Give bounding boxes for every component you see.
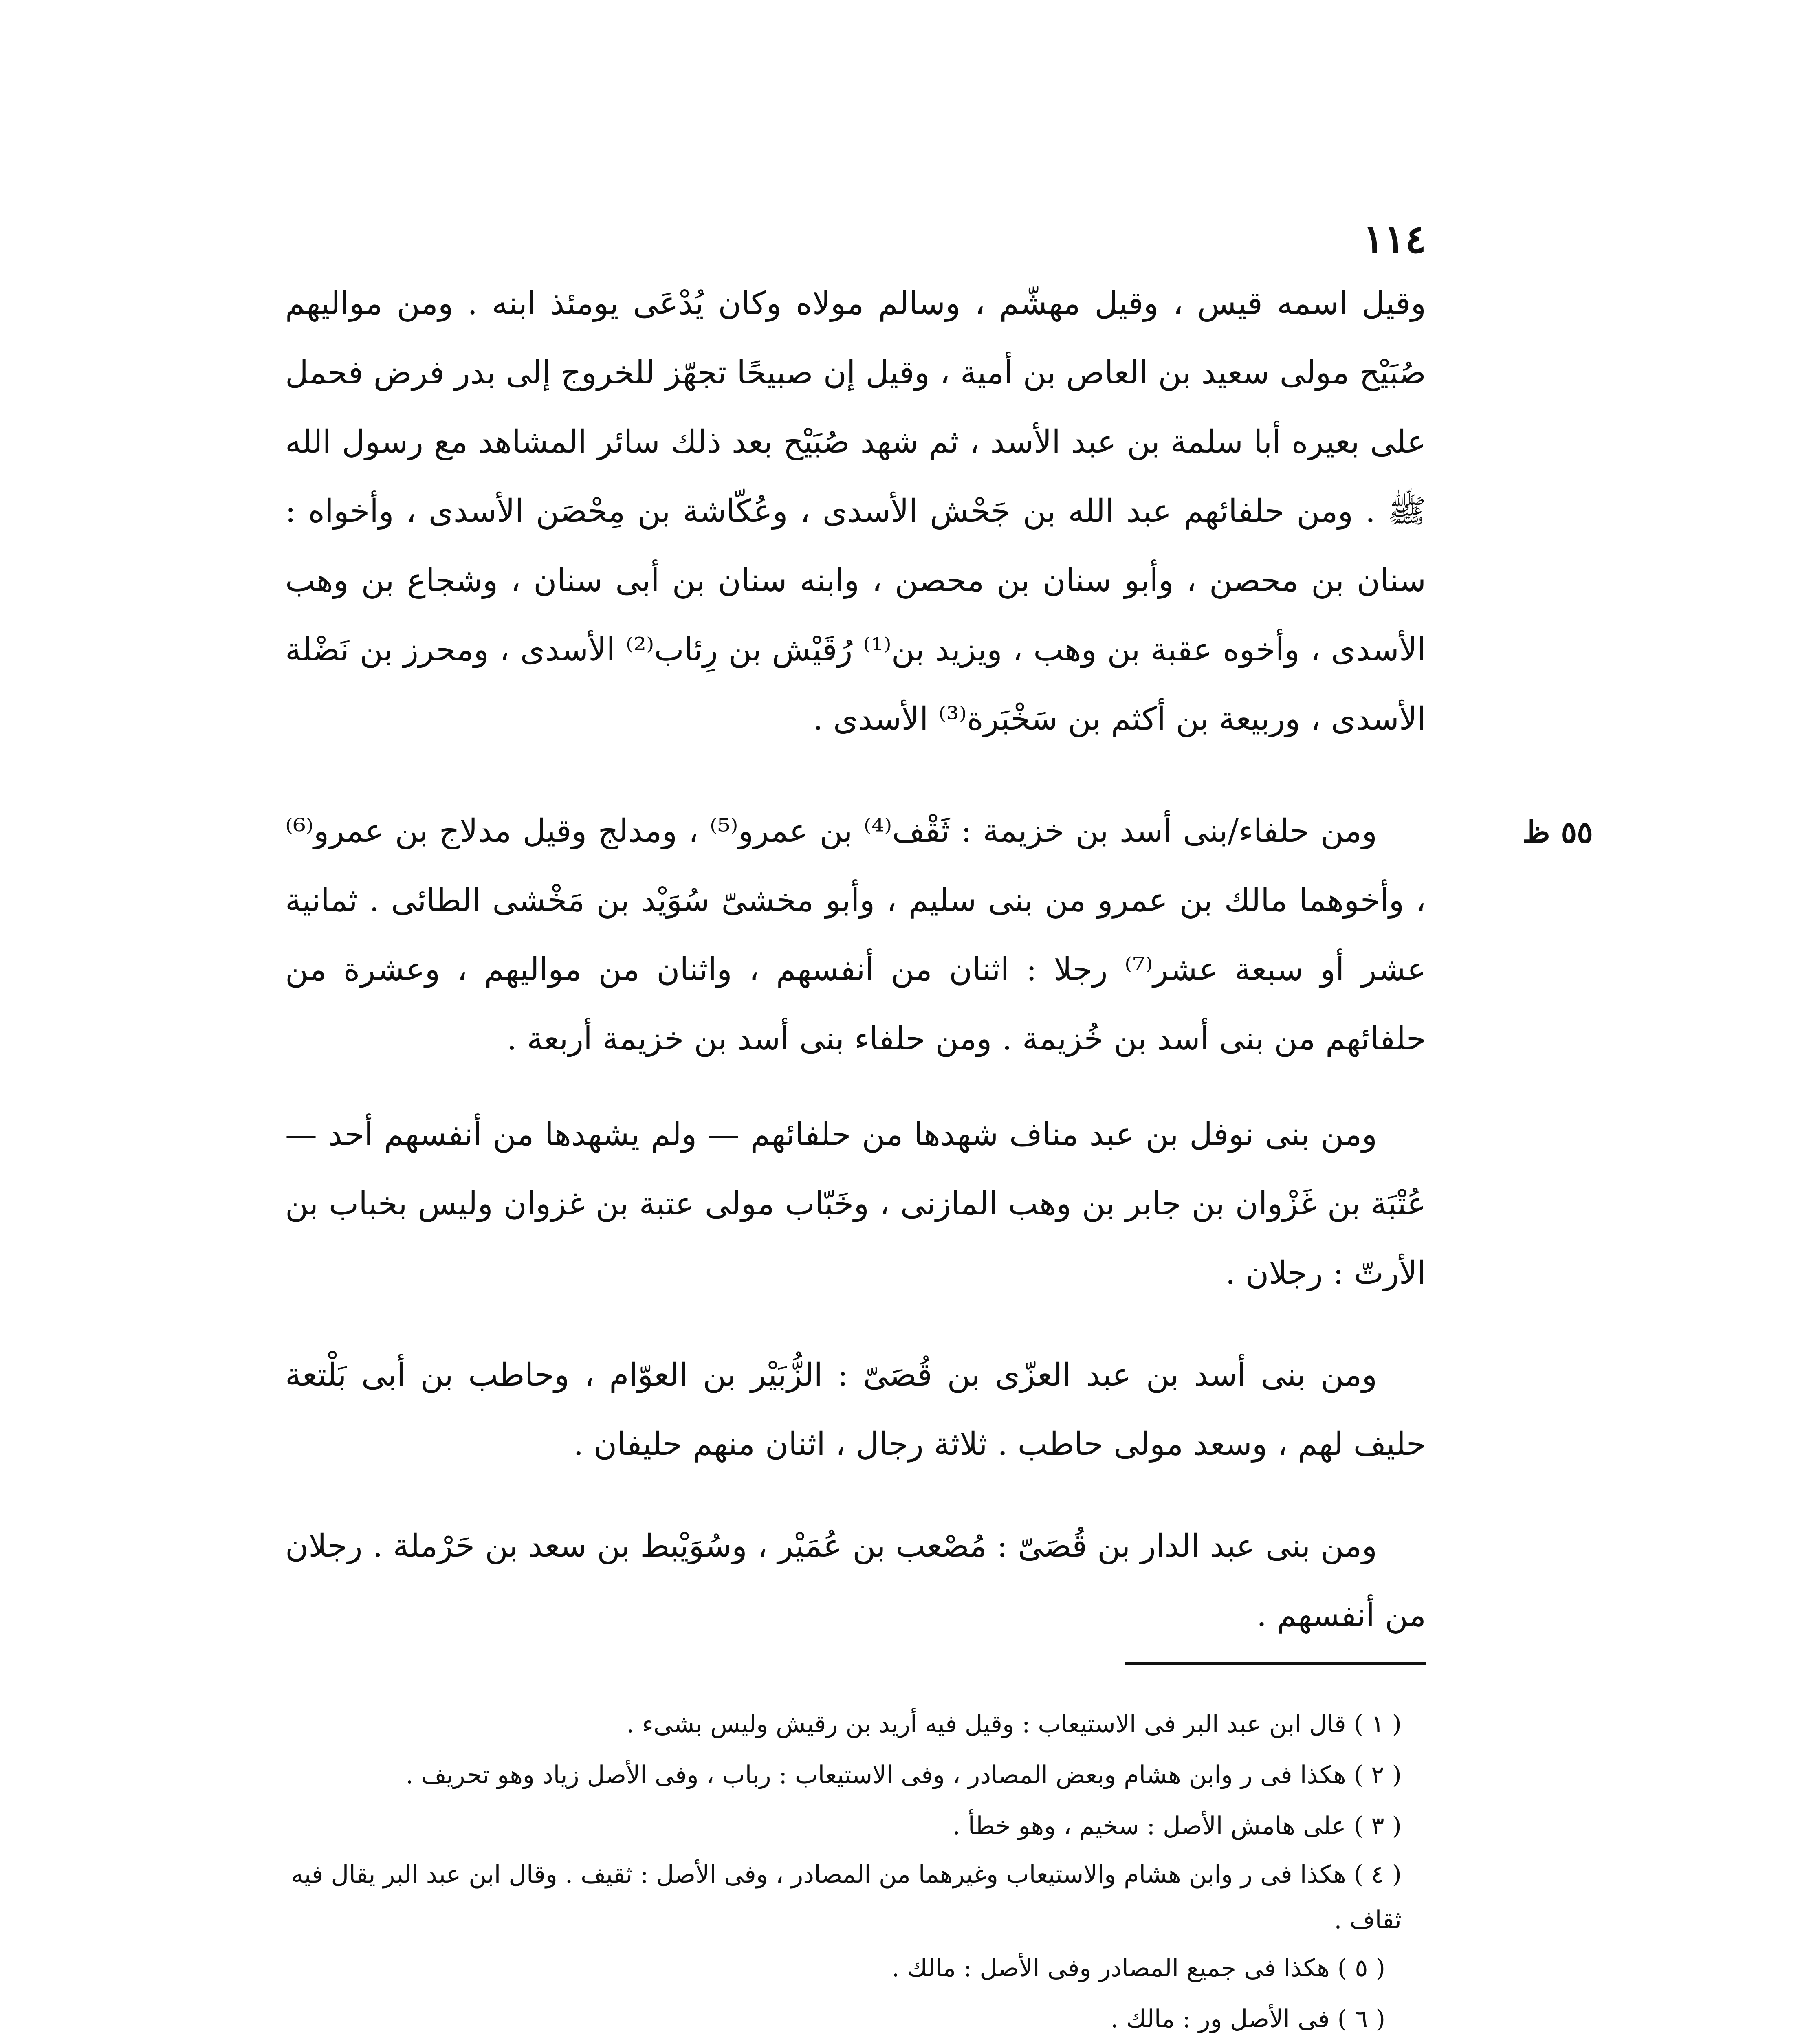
footnote-divider <box>1125 1662 1426 1665</box>
page-number: ١١٤ <box>1363 216 1426 262</box>
footnote-2: ( ٢ ) هكذا فى ر وابن هشام وبعض المصادر ، وفى الاستيعاب : رباب ، وفى الأصل زياد وهو تحريف . <box>405 1761 1402 1789</box>
paragraph-3: ومن بنى نوفل بن عبد مناف شهدها من حلفائهم — ولم يشهدها من أنفسهم أحد — عُتْبَة بن غَزْوان بن جابر بن وهب المازنى ، وخَبّاب مولى عتبة بن غزوان وليس بخباب بن الأرتّ : رجلان . <box>285 1116 1426 1291</box>
manuscript-folio-note: ٥٥ ظ <box>1522 815 1593 850</box>
paragraph-5: ومن بنى عبد الدار بن قُصَىّ : مُصْعب بن عُمَيْر ، وسُوَيْبط بن سعد بن حَرْملة . رجلان من أنفسهم . <box>285 1528 1426 1634</box>
paragraph-4: ومن بنى أسد بن عبد العزّى بن قُصَىّ : الزُّبَيْر بن العوّام ، وحاطب بن أبى بَلْتعة حليف لهم ، وسعد مولى حاطب . ثلاثة رجال ، اثنان منهم حليفان . <box>285 1357 1426 1463</box>
footnote-1: ( ١ ) قال ابن عبد البر فى الاستيعاب : وقيل فيه أريد بن رقيش وليس بشىء . <box>626 1710 1402 1738</box>
footnote-4: ( ٤ ) هكذا فى ر وابن هشام والاستيعاب وغيرهما من المصادر ، وفى الأصل : ثقيف . وقال ابن عبد البر يقال فيه ثقاف . <box>291 1860 1402 1934</box>
paragraph-1: وقيل اسمه قيس ، وقيل مهشّم ، وسالم مولاه وكان يُدْعَى يومئذ ابنه . ومن مواليهم صُبَيْح مولى سعيد بن العاص بن أمية ، وقيل إن صبيحًا تجهّز للخروج إلى بدر فرض فحمل على بعيره أبا سلمة بن عبد الأسد ، ثم شهد صُبَيْح بعد ذلك سائر المشاهد مع رسول الله ﷺ . ومن حلفائهم عبد الله بن جَحْش الأسدى ، وعُكّاشة بن مِحْصَن الأسدى ، وأخواه : سنان بن محصن ، وأبو سنان بن محصن ، وابنه سنان بن أبى سنان ، وشجاع بن وهب الأسدى ، وأخوه عقبة بن وهب ، ويزيد بن⁽¹⁾ رُقَيْش بن رِئاب⁽²⁾ الأسدى ، ومحرز بن نَضْلة الأسدى ، وربيعة بن أكثم بن سَخْبَرة⁽³⁾ الأسدى . <box>285 285 1426 737</box>
footnote-3: ( ٣ ) على هامش الأصل : سخيم ، وهو خطأ . <box>952 1812 1402 1840</box>
footnote-5: ( ٥ ) هكذا فى جميع المصادر وفى الأصل : مالك . <box>891 1954 1385 1982</box>
footnotes-list <box>285 1699 1426 2037</box>
paragraph-2: ومن حلفاء/بنى أسد بن خزيمة : ثَقْف⁽⁴⁾ بن عمرو⁽⁵⁾ ، ومدلج وقيل مدلاج بن عمرو⁽⁶⁾ ، وأخوهما مالك بن عمرو من بنى سليم ، وأبو مخشىّ سُوَيْد بن مَخْشى الطائى . ثمانية عشر أو سبعة عشر⁽⁷⁾ رجلا : اثنان من أنفسهم ، واثنان من مواليهم ، وعشرة من حلفائهم من بنى أسد بن خُزيمة . ومن حلفاء بنى أسد بن خزيمة أربعة . <box>285 813 1426 1057</box>
footnote-6: ( ٦ ) فى الأصل ور : مالك . <box>1110 2005 1385 2033</box>
